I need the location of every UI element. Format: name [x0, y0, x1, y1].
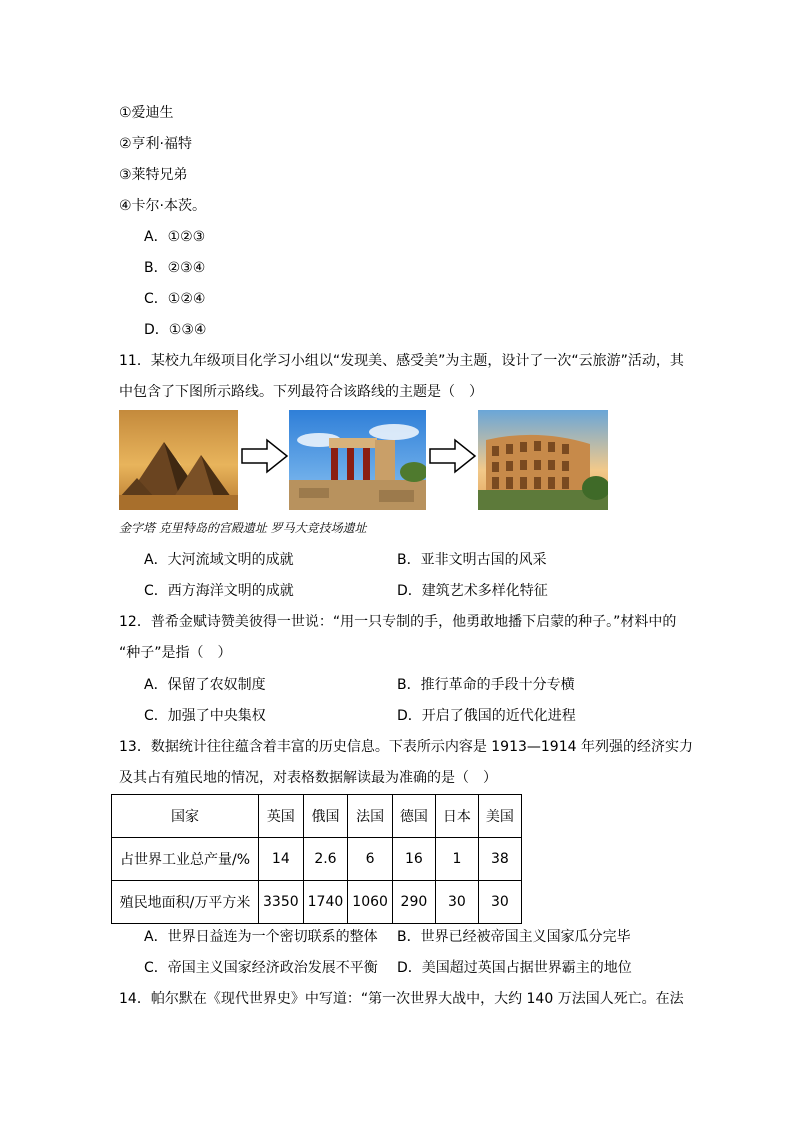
table-cell: 6 — [348, 838, 393, 881]
table-cell: 殖民地面积/万平方米 — [112, 881, 259, 924]
table-header-cell: 日本 — [435, 795, 478, 838]
q10-item-1: ①爱迪生 — [119, 105, 174, 121]
crete-palace-image — [289, 410, 426, 510]
table-cell: 16 — [392, 838, 435, 881]
q10-option-b: B．②③④ — [144, 260, 206, 276]
table-header-cell: 德国 — [392, 795, 435, 838]
q14-stem-line1: 14．帕尔默在《现代世界史》中写道：“第一次世界大战中，大约 140 万法国人死亡。在法 — [119, 991, 684, 1007]
q10-option-a: A．①②③ — [144, 229, 206, 245]
table-cell: 占世界工业总产量/% — [112, 838, 259, 881]
q12-option-c: C．加强了中央集权 — [144, 708, 266, 724]
q12-option-b: B．推行革命的手段十分专横 — [397, 677, 575, 693]
table-cell: 1 — [435, 838, 478, 881]
q10-item-4: ④卡尔·本茨。 — [119, 198, 207, 214]
q12-option-d: D．开启了俄国的近代化进程 — [397, 708, 576, 724]
q13-option-b: B．世界已经被帝国主义国家瓜分完毕 — [397, 929, 631, 945]
arrow-right-icon — [241, 438, 289, 478]
colonial-data-table — [111, 794, 522, 924]
pyramids-image — [119, 410, 238, 510]
q10-item-2: ②亨利·福特 — [119, 136, 193, 152]
table-header-cell: 国家 — [112, 795, 259, 838]
table-row — [112, 881, 522, 924]
q11-option-b: B．亚非文明古国的风采 — [397, 552, 547, 568]
q12-stem-line2: “种子”是指（ ） — [119, 645, 232, 661]
q13-option-c: C．帝国主义国家经济政治发展不平衡 — [144, 960, 378, 976]
q11-option-d: D．建筑艺术多样化特征 — [397, 583, 548, 599]
table-cell: 38 — [478, 838, 521, 881]
q11-option-a: A．大河流域文明的成就 — [144, 552, 294, 568]
image-caption: 金字塔 克里特岛的宫殿遗址 罗马大竞技场遗址 — [119, 521, 367, 535]
table-header-cell: 英国 — [259, 795, 304, 838]
q12-option-a: A．保留了农奴制度 — [144, 677, 266, 693]
table-cell: 2.6 — [303, 838, 348, 881]
table-cell: 30 — [435, 881, 478, 924]
q10-option-d: D．①③④ — [144, 322, 207, 338]
q10-option-c: C．①②④ — [144, 291, 206, 307]
table-header-cell: 美国 — [478, 795, 521, 838]
q13-option-d: D．美国超过英国占据世界霸主的地位 — [397, 960, 632, 976]
q13-stem-line2: 及其占有殖民地的情况，对表格数据解读最为准确的是（ ） — [119, 770, 497, 786]
table-cell: 1740 — [303, 881, 348, 924]
table-cell: 14 — [259, 838, 304, 881]
q10-item-3: ③莱特兄弟 — [119, 167, 188, 183]
table-cell: 1060 — [348, 881, 393, 924]
table-cell: 30 — [478, 881, 521, 924]
table-cell: 3350 — [259, 881, 304, 924]
table-cell: 290 — [392, 881, 435, 924]
table-header-cell: 法国 — [348, 795, 393, 838]
table-header-row — [112, 795, 522, 838]
q11-stem-line1: 11．某校九年级项目化学习小组以“发现美、感受美”为主题，设计了一次“云旅游”活动，其 — [119, 353, 684, 369]
colosseum-image — [478, 410, 608, 510]
arrow-right-icon — [429, 438, 477, 478]
table-row — [112, 838, 522, 881]
q11-stem-line2: 中包含了下图所示路线。下列最符合该路线的主题是（ ） — [119, 384, 483, 400]
q13-stem-line1: 13．数据统计往往蕴含着丰富的历史信息。下表所示内容是 1913—1914 年列强的经济实力 — [119, 739, 693, 755]
q11-option-c: C．西方海洋文明的成就 — [144, 583, 294, 599]
q13-option-a: A．世界日益连为一个密切联系的整体 — [144, 929, 378, 945]
table-header-cell: 俄国 — [303, 795, 348, 838]
q12-stem-line1: 12．普希金赋诗赞美彼得一世说：“用一只专制的手，他勇敢地播下启蒙的种子。”材料中的 — [119, 614, 677, 630]
